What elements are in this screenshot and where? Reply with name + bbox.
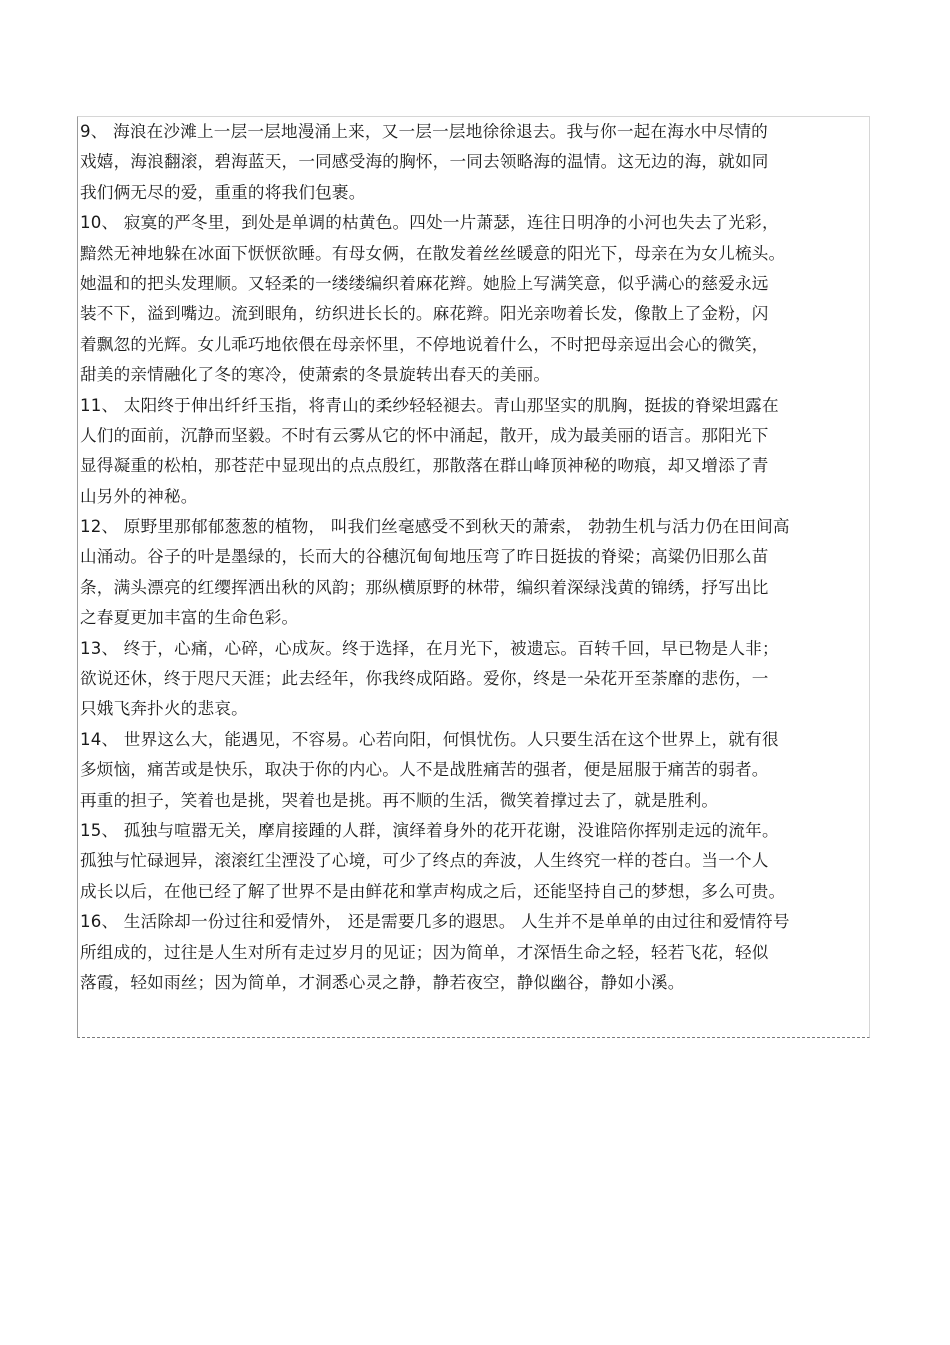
text-line: 14、 世界这么大，能遇见，不容易。心若向阳，何惧忧伤。人只要生活在这个世界上，就有很 — [80, 729, 779, 749]
text-line: 多烦恼，痛苦或是快乐，取决于你的内心。人不是战胜痛苦的强者，便是屈服于痛苦的弱者。 — [80, 760, 769, 780]
text-line: 成长以后，在他已经了解了世界不是由鲜花和掌声构成之后，还能坚持自己的梦想，多么可贵。 — [80, 881, 786, 901]
text-line: 所组成的，过往是人生对所有走过岁月的见证；因为简单，才深悟生命之轻，轻若飞花，轻似 — [80, 942, 769, 962]
paragraph-14 — [80, 725, 870, 816]
paragraph-9 — [80, 117, 870, 208]
text-line: 我们俩无尽的爱，重重的将我们包裹。 — [80, 182, 366, 202]
text-line: 只娥飞奔扑火的悲哀。 — [80, 699, 248, 719]
text-line: 落霞，轻如雨丝；因为简单，才洞悉心灵之静，静若夜空，静似幽谷，静如小溪。 — [80, 972, 685, 992]
text-line: 欲说还休，终于咫尺天涯；此去经年，你我终成陌路。爱你，终是一朵花开至荼靡的悲伤，一 — [80, 669, 769, 689]
text-line: 她温和的把头发理顺。又轻柔的一缕缕编织着麻花辫。她脸上写满笑意，似乎满心的慈爱永远 — [80, 273, 769, 293]
paragraph-16 — [80, 907, 870, 998]
paragraph-11 — [80, 391, 870, 513]
text-line: 山另外的神秘。 — [80, 486, 198, 506]
text-line: 甜美的亲情融化了冬的寒冷，使萧索的冬景旋转出春天的美丽。 — [80, 365, 551, 385]
text-line: 山涌动。谷子的叶是墨绿的，长而大的谷穗沉甸甸地压弯了昨日挺拔的脊梁；高粱仍旧那么苗 — [80, 547, 769, 567]
text-line: 13、 终于，心痛，心碎，心成灰。终于选择，在月光下，被遗忘。百转千回，早已物是人非； — [80, 638, 779, 658]
document-body — [80, 117, 870, 998]
text-line: 11、 太阳终于伸出纤纤玉指，将青山的柔纱轻轻褪去。青山那坚实的肌胸，挺拔的脊梁坦露在 — [80, 395, 779, 415]
text-line: 9、 海浪在沙滩上一层一层地漫涌上来，又一层一层地徐徐退去。我与你一起在海水中尽情的 — [80, 122, 768, 141]
text-line: 条，满头漂亮的红缨挥洒出秋的风韵；那纵横原野的林带，编织着深绿浅黄的锦绣，抒写出比 — [80, 577, 769, 597]
text-line: 16、 生活除却一份过往和爱情外， 还是需要几多的遐思。 人生并不是单单的由过往和爱情符号 — [80, 912, 790, 932]
text-line: 着飘忽的光辉。女儿乖巧地依偎在母亲怀里，不停地说着什么，不时把母亲逗出会心的微笑， — [80, 334, 769, 354]
paragraph-10 — [80, 208, 870, 390]
text-line: 人们的面前，沉静而坚毅。不时有云雾从它的怀中涌起，散开，成为最美丽的语言。那阳光下 — [80, 425, 769, 445]
paragraph-15 — [80, 816, 870, 907]
text-line: 孤独与忙碌迥异，滚滚红尘湮没了心境，可少了终点的奔波，人生终究一样的苍白。当一个人 — [80, 851, 769, 871]
text-line: 装不下，溢到嘴边。流到眼角，纺织进长长的。麻花辫。阳光亲吻着长发，像散上了金粉，闪 — [80, 304, 769, 324]
text-line: 再重的担子，笑着也是挑，哭着也是挑。再不顺的生活，微笑着撑过去了，就是胜利。 — [80, 790, 719, 810]
text-line: 之春夏更加丰富的生命色彩。 — [80, 608, 299, 628]
text-line: 12、 原野里那郁郁葱葱的植物， 叫我们丝毫感受不到秋天的萧索， 勃勃生机与活力仍在田间高 — [80, 517, 790, 537]
text-line: 黯然无神地躲在冰面下恹恹欲睡。有母女俩，在散发着丝丝暖意的阳光下，母亲在为女儿梳头。 — [80, 243, 786, 263]
text-line: 显得凝重的松柏，那苍茫中显现出的点点殷红，那散落在群山峰顶神秘的吻痕，却又增添了青 — [80, 456, 769, 476]
text-line: 戏嬉，海浪翻滚，碧海蓝天，一同感受海的胸怀，一同去领略海的温情。这无边的海，就如同 — [80, 152, 769, 172]
paragraph-12 — [80, 512, 870, 634]
paragraph-13 — [80, 634, 870, 725]
text-line: 15、 孤独与喧嚣无关，摩肩接踵的人群，演绎着身外的花开花谢，没谁陪你挥别走远的流年。 — [80, 820, 779, 840]
text-line: 10、 寂寞的严冬里，到处是单调的枯黄色。四处一片萧瑟，连往日明净的小河也失去了光彩， — [80, 213, 779, 233]
